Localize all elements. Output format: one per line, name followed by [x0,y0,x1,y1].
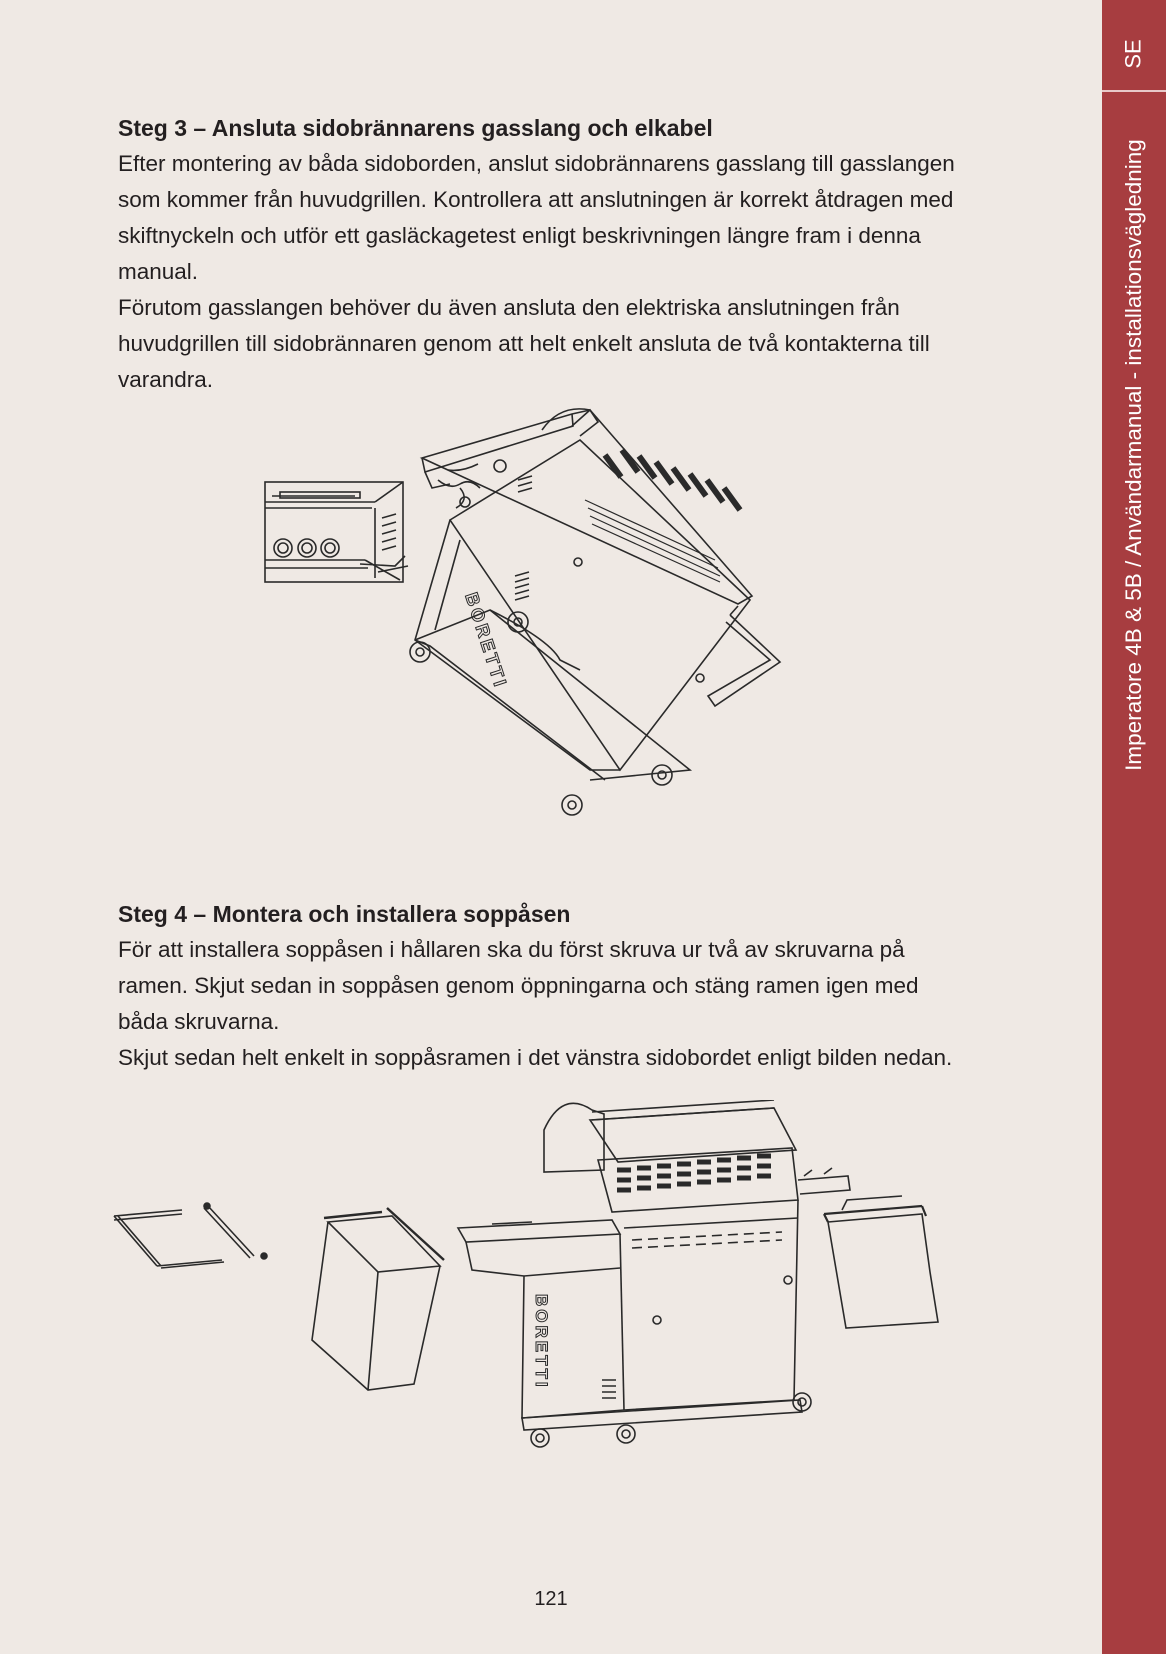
step4-line-2: ramen. Skjut sedan in soppåsen genom öppningarna och stäng ramen igen med [118,973,919,998]
step3-figure [260,400,840,870]
brand-label-step4: BORETTI [532,1294,551,1390]
step3-heading: Steg 3 – Ansluta sidobrännarens gasslang och elkabel [118,115,713,141]
side-tab [1102,0,1166,1654]
step4-line-3: båda skruvarna. [118,1009,280,1034]
step4-line-1: För att installera soppåsen i hållaren ska du först skruva ur två av skruvarna på [118,937,905,962]
page-number: 121 [534,1588,568,1610]
step3-line-6: huvudgrillen till sidobrännaren genom att helt enkelt ansluta de två kontakterna till [118,331,930,356]
brand-label: BORETTI [461,590,512,692]
frame-rail-top [114,1210,182,1220]
step3-line-3: skiftnyckeln och utför ett gasläckagetest enligt beskrivningen längre fram i denna [118,223,921,248]
step3-line-4: manual. [118,259,199,284]
language-label: SE [1120,39,1146,69]
manual-title: Imperatore 4B & 5B / Användarmanual - installationsvägledning [1121,139,1146,771]
manual-title-tab [1102,100,1166,810]
step4-line-4: Skjut sedan helt enkelt in soppåsramen i det vänstra sidobordet enligt bilden nedan. [118,1045,953,1070]
step3-line-2: som kommer från huvudgrillen. Kontrollera att anslutningen är korrekt åtdragen med [118,187,954,212]
step4-section [118,896,1018,1076]
step3-line-1: Efter montering av båda sidoborden, anslut sidobrännarens gasslang till gasslangen [118,151,955,176]
step3-section [118,110,1018,398]
left-side-table [458,1220,620,1242]
trash-bag-assembly-illustration [112,1100,992,1480]
step3-line-7: varandra. [118,367,214,392]
step4-heading: Steg 4 – Montera och installera soppåsen [118,901,571,927]
trash-bag-frame [328,1216,440,1272]
grill-hood-side [544,1103,604,1172]
step3-line-5: Förutom gasslangen behöver du även ansluta den elektriska anslutningen från [118,295,900,320]
language-tab [1102,24,1166,84]
installed-trash-bag [828,1214,938,1328]
sidebar-divider [1102,90,1166,92]
step4-figure [112,1100,992,1480]
tilted-grill-illustration [260,400,840,870]
